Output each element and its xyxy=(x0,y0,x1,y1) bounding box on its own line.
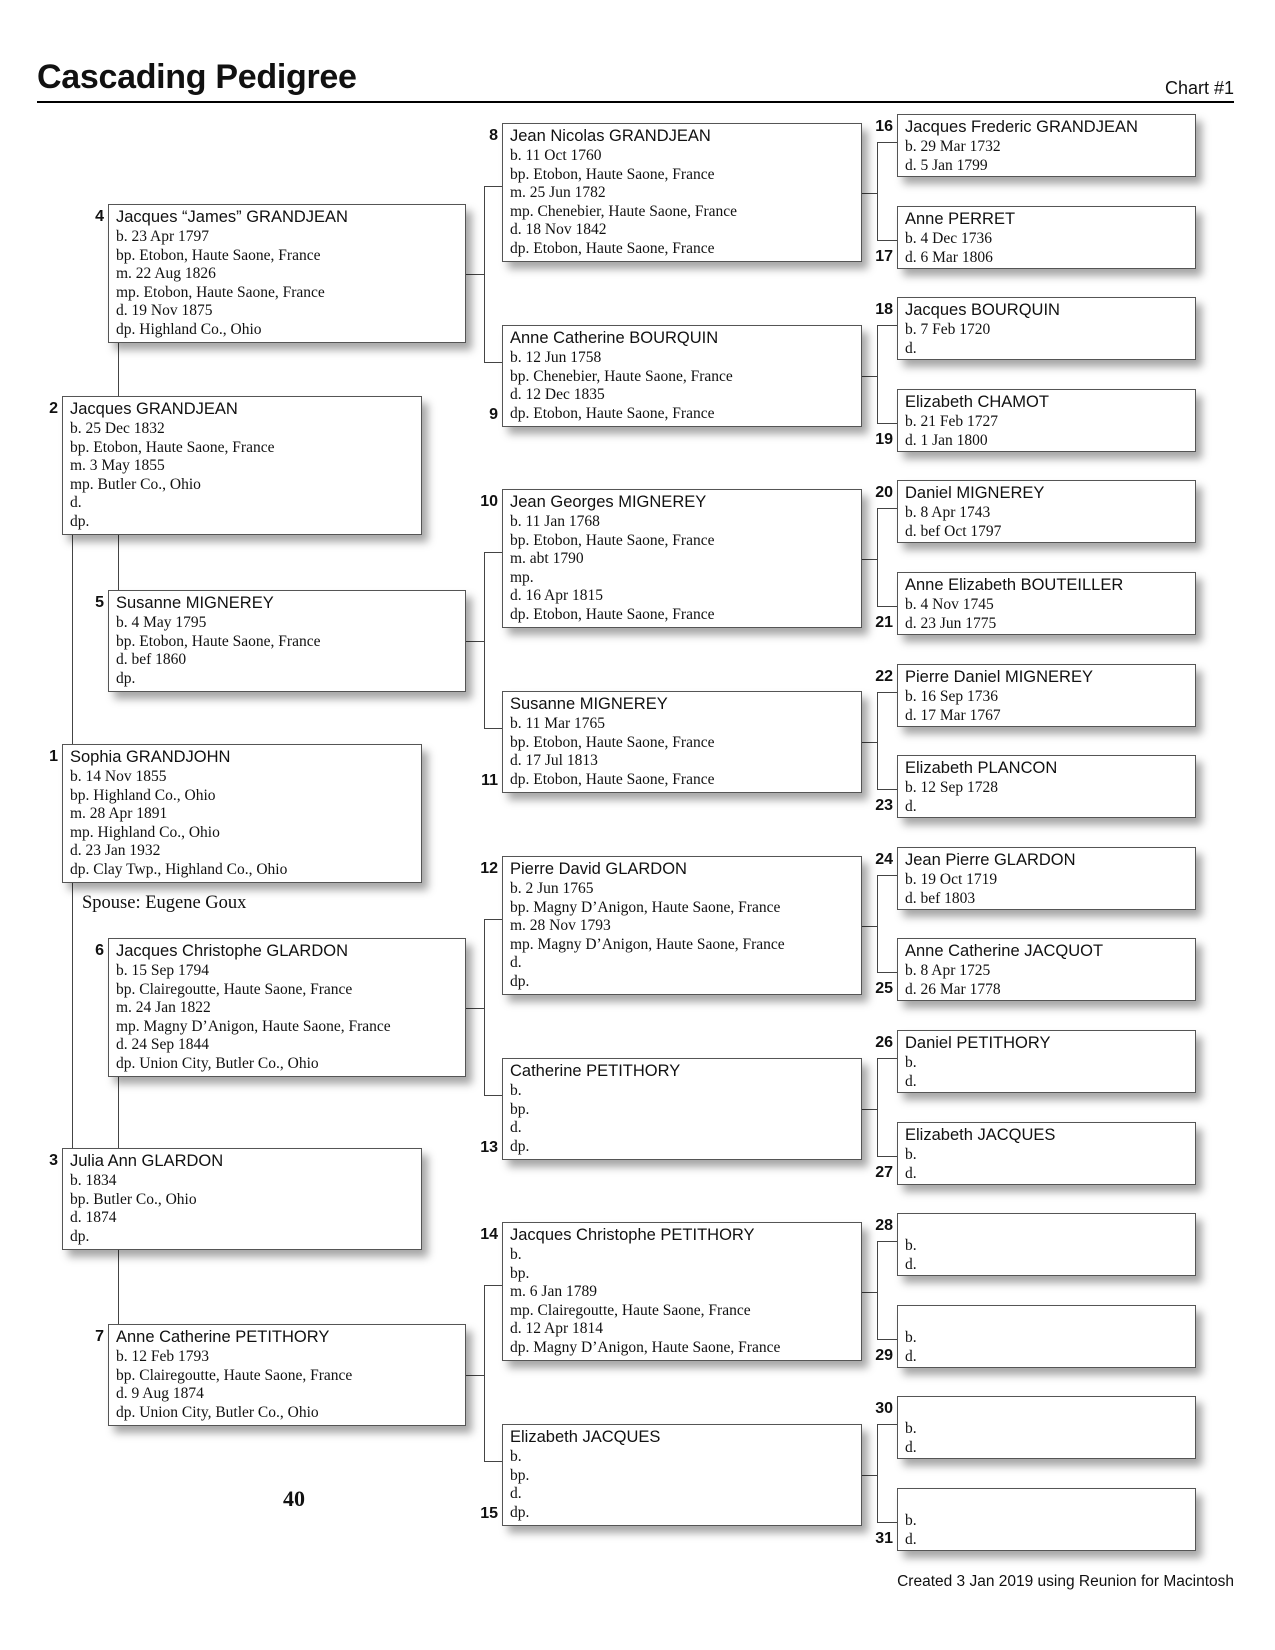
ahnentafel-number: 27 xyxy=(875,1164,893,1181)
person-fact: b. 25 Dec 1832 xyxy=(70,420,165,437)
person-box-24[interactable] xyxy=(897,847,1196,910)
person-fact: d. 6 Mar 1806 xyxy=(905,248,993,266)
ahnentafel-number: 10 xyxy=(480,493,498,510)
connector-line xyxy=(877,508,897,509)
person-box-25[interactable] xyxy=(897,938,1196,1001)
person-fact: b. xyxy=(510,1448,522,1465)
person-name: Catherine PETITHORY xyxy=(510,1062,681,1080)
person-fact: b. 14 Nov 1855 xyxy=(70,768,167,785)
connector-line xyxy=(877,325,897,326)
person-name: Jacques Christophe GLARDON xyxy=(116,942,349,960)
person-name: Anne Catherine JACQUOT xyxy=(905,942,1104,960)
person-fact: d. bef 1860 xyxy=(116,651,187,669)
person-fact: b. xyxy=(905,1237,917,1254)
person-name: Susanne MIGNEREY xyxy=(116,594,274,612)
connector-line xyxy=(877,692,897,693)
ahnentafel-number: 3 xyxy=(49,1152,58,1169)
person-fact: d. xyxy=(510,1485,522,1503)
ahnentafel-number: 9 xyxy=(489,406,498,423)
person-name: Daniel PETITHORY xyxy=(905,1034,1051,1052)
ahnentafel-number: 23 xyxy=(875,797,893,814)
person-fact: d. 12 Dec 1835 xyxy=(510,386,605,404)
person-fact: d. 23 Jan 1932 xyxy=(70,842,161,860)
spouse-note: Spouse: Eugene Goux xyxy=(82,893,247,913)
person-box-16[interactable] xyxy=(897,114,1196,177)
person-fact: b. 12 Jun 1758 xyxy=(510,349,602,366)
connector-line xyxy=(877,325,878,423)
person-fact: b. 12 Sep 1728 xyxy=(905,779,998,796)
connector-line xyxy=(484,362,502,363)
person-fact: m. 25 Jun 1782 xyxy=(510,184,606,202)
connector-line xyxy=(877,1241,897,1242)
person-fact: b. xyxy=(510,1082,522,1099)
person-name: Jacques Frederic GRANDJEAN xyxy=(905,118,1138,136)
connector-line xyxy=(118,535,119,590)
person-fact: d. bef Oct 1797 xyxy=(905,522,1002,540)
person-box-26[interactable] xyxy=(897,1030,1196,1093)
connector-line xyxy=(877,1424,897,1425)
person-fact: mp. Chenebier, Haute Saone, France xyxy=(510,202,738,220)
person-fact: dp. Etobon, Haute Saone, France xyxy=(510,605,715,623)
person-name xyxy=(905,1216,1195,1237)
person-fact: bp. xyxy=(510,1100,530,1118)
person-fact: d. 19 Nov 1875 xyxy=(116,302,213,320)
ahnentafel-number: 21 xyxy=(875,614,893,631)
person-fact: b. 12 Feb 1793 xyxy=(116,1348,209,1365)
person-fact: bp. Etobon, Haute Saone, France xyxy=(116,632,321,650)
ahnentafel-number: 22 xyxy=(875,668,893,685)
connector-line xyxy=(118,343,119,396)
person-box-27[interactable] xyxy=(897,1122,1196,1185)
chart-number: Chart #1 xyxy=(1164,78,1234,98)
person-fact: b. 11 Mar 1765 xyxy=(510,715,605,732)
connector-line xyxy=(484,186,485,362)
person-fact: d. 23 Jun 1775 xyxy=(905,614,997,632)
person-fact: mp. Butler Co., Ohio xyxy=(70,475,201,493)
person-fact: b. 19 Oct 1719 xyxy=(905,871,998,888)
person-fact: bp. Etobon, Haute Saone, France xyxy=(116,246,321,264)
connector-line xyxy=(877,1522,897,1523)
connector-line xyxy=(877,606,897,607)
person-name: Julia Ann GLARDON xyxy=(70,1152,224,1170)
person-name: Jacques GRANDJEAN xyxy=(70,400,238,418)
person-fact: bp. Etobon, Haute Saone, France xyxy=(70,438,275,456)
person-fact: m. 28 Apr 1891 xyxy=(70,805,168,823)
person-name: Elizabeth CHAMOT xyxy=(905,393,1049,411)
connector-line xyxy=(877,240,897,241)
person-fact: dp. Clay Twp., Highland Co., Ohio xyxy=(70,860,288,878)
person-fact: d. 26 Mar 1778 xyxy=(905,980,1001,998)
person-name: Anne PERRET xyxy=(905,210,1016,228)
person-fact: d. xyxy=(905,797,917,815)
connector-line xyxy=(877,789,897,790)
person-fact: bp. Etobon, Haute Saone, France xyxy=(510,165,715,183)
person-fact: b. 8 Apr 1725 xyxy=(905,962,991,979)
person-box-5[interactable] xyxy=(108,590,466,692)
connector-line xyxy=(484,552,485,728)
person-fact: dp. xyxy=(116,669,136,687)
person-fact: d. xyxy=(905,1072,917,1090)
connector-line xyxy=(877,142,897,143)
person-fact: d. 17 Mar 1767 xyxy=(905,706,1001,724)
person-fact: dp. Etobon, Haute Saone, France xyxy=(510,404,715,422)
connector-line xyxy=(72,535,73,744)
person-fact: dp. Etobon, Haute Saone, France xyxy=(510,770,715,788)
ahnentafel-number: 19 xyxy=(875,431,893,448)
connector-line xyxy=(484,1095,502,1096)
person-fact: bp. Clairegoutte, Haute Saone, France xyxy=(116,1366,353,1384)
person-fact: dp. xyxy=(70,512,90,530)
person-name: Jean Pierre GLARDON xyxy=(905,851,1076,869)
person-fact: dp. Etobon, Haute Saone, France xyxy=(510,239,715,257)
connector-line xyxy=(862,193,877,194)
person-fact: d. xyxy=(905,1530,917,1548)
person-fact: d. xyxy=(905,1347,917,1365)
connector-line xyxy=(484,919,485,1095)
connector-line xyxy=(877,1156,897,1157)
person-fact: d. xyxy=(905,339,917,357)
person-name: Elizabeth JACQUES xyxy=(905,1126,1056,1144)
person-fact: bp. Clairegoutte, Haute Saone, France xyxy=(116,980,353,998)
footer-credit: Created 3 Jan 2019 using Reunion for Macintosh xyxy=(897,1573,1234,1590)
person-fact: mp. xyxy=(510,568,534,586)
ahnentafel-number: 4 xyxy=(95,208,104,225)
connector-line xyxy=(862,559,877,560)
ahnentafel-number: 6 xyxy=(95,942,104,959)
person-fact: bp. Highland Co., Ohio xyxy=(70,786,216,804)
connector-line xyxy=(862,376,877,377)
ahnentafel-number: 26 xyxy=(875,1034,893,1051)
person-fact: b. 7 Feb 1720 xyxy=(905,321,991,338)
person-box-23[interactable] xyxy=(897,755,1196,818)
person-fact: b. 8 Apr 1743 xyxy=(905,504,991,521)
connector-line xyxy=(466,641,484,642)
connector-line xyxy=(877,692,878,789)
ahnentafel-number: 16 xyxy=(875,118,893,135)
person-fact: m. 24 Jan 1822 xyxy=(116,999,211,1017)
person-fact: b. xyxy=(905,1146,917,1163)
page-title: Cascading Pedigree xyxy=(37,58,357,96)
person-box-14[interactable] xyxy=(502,1222,862,1361)
connector-line xyxy=(72,883,73,1148)
person-fact: b. 4 Nov 1745 xyxy=(905,596,994,613)
person-fact: b. 11 Jan 1768 xyxy=(510,513,600,530)
person-fact: d. bef 1803 xyxy=(905,889,976,907)
person-fact: mp. Clairegoutte, Haute Saone, France xyxy=(510,1301,751,1319)
person-fact: b. 2 Jun 1765 xyxy=(510,880,594,897)
person-name: Jean Nicolas GRANDJEAN xyxy=(510,127,711,145)
person-fact: d. 5 Jan 1799 xyxy=(905,156,988,174)
person-box-1[interactable] xyxy=(62,744,422,883)
person-fact: bp. Etobon, Haute Saone, France xyxy=(510,733,715,751)
connector-line xyxy=(484,1285,502,1286)
person-box-20[interactable] xyxy=(897,480,1196,543)
person-fact: b. 4 May 1795 xyxy=(116,614,207,631)
person-fact: dp. xyxy=(70,1227,90,1245)
person-fact: d. xyxy=(510,1119,522,1137)
person-fact: dp. xyxy=(510,1503,530,1521)
connector-line xyxy=(118,1250,119,1324)
connector-line xyxy=(484,552,502,553)
person-name: Anne Catherine PETITHORY xyxy=(116,1328,330,1346)
connector-line xyxy=(484,1285,485,1461)
ahnentafel-number: 30 xyxy=(875,1400,893,1417)
person-name: Jacques “James” GRANDJEAN xyxy=(116,208,348,226)
person-fact: mp. Etobon, Haute Saone, France xyxy=(116,283,325,301)
connector-line xyxy=(877,1058,897,1059)
connector-line xyxy=(118,1077,119,1148)
person-name: Elizabeth JACQUES xyxy=(510,1428,661,1446)
connector-line xyxy=(877,972,897,973)
header-rule xyxy=(37,101,1234,103)
ahnentafel-number: 29 xyxy=(875,1347,893,1364)
ahnentafel-number: 31 xyxy=(875,1530,893,1547)
person-fact: d. xyxy=(905,1255,917,1273)
person-fact: m. 6 Jan 1789 xyxy=(510,1283,597,1301)
person-fact: d. xyxy=(905,1438,917,1456)
connector-line xyxy=(484,728,502,729)
person-fact: d. 1 Jan 1800 xyxy=(905,431,988,449)
person-fact: m. 3 May 1855 xyxy=(70,457,165,475)
connector-line xyxy=(877,875,878,972)
person-fact: d. 18 Nov 1842 xyxy=(510,221,607,239)
person-fact: mp. Magny D’Anigon, Haute Saone, France xyxy=(116,1017,391,1035)
person-fact: dp. xyxy=(510,1137,530,1155)
person-box-31[interactable] xyxy=(897,1488,1196,1551)
ahnentafel-number: 24 xyxy=(875,851,893,868)
person-name: Anne Catherine BOURQUIN xyxy=(510,329,719,347)
person-fact: m. 22 Aug 1826 xyxy=(116,265,216,283)
person-box-11[interactable] xyxy=(502,691,862,793)
ahnentafel-number: 5 xyxy=(95,594,104,611)
person-fact: bp. Butler Co., Ohio xyxy=(70,1190,197,1208)
person-box-28[interactable] xyxy=(897,1213,1196,1276)
connector-line xyxy=(877,508,878,606)
person-box-15[interactable] xyxy=(502,1424,862,1526)
connector-line xyxy=(862,1292,877,1293)
connector-line xyxy=(862,742,877,743)
ahnentafel-number: 7 xyxy=(95,1328,104,1345)
person-fact: mp. Magny D’Anigon, Haute Saone, France xyxy=(510,935,785,953)
person-fact: bp. xyxy=(510,1466,530,1484)
person-box-2[interactable] xyxy=(62,396,422,535)
person-fact: b. 16 Sep 1736 xyxy=(905,688,998,705)
connector-line xyxy=(466,1375,484,1376)
person-box-22[interactable] xyxy=(897,664,1196,727)
person-box-12[interactable] xyxy=(502,856,862,995)
person-fact: dp. Magny D’Anigon, Haute Saone, France xyxy=(510,1338,781,1356)
person-fact: bp. Magny D’Anigon, Haute Saone, France xyxy=(510,898,781,916)
person-fact: b. 15 Sep 1794 xyxy=(116,962,209,979)
person-fact: dp. Union City, Butler Co., Ohio xyxy=(116,1403,319,1421)
person-fact: b. xyxy=(905,1054,917,1071)
person-box-9[interactable] xyxy=(502,325,862,427)
connector-line xyxy=(877,423,897,424)
person-box-7[interactable] xyxy=(108,1324,466,1426)
person-fact: d. 1874 xyxy=(70,1209,117,1227)
person-fact: b. 23 Apr 1797 xyxy=(116,228,209,245)
person-name xyxy=(905,1308,1195,1329)
connector-line xyxy=(877,1339,897,1340)
person-box-29[interactable] xyxy=(897,1305,1196,1368)
person-fact: b. 11 Oct 1760 xyxy=(510,147,602,164)
person-box-6[interactable] xyxy=(108,938,466,1077)
person-name xyxy=(905,1491,1195,1512)
ahnentafel-number: 25 xyxy=(875,980,893,997)
person-fact: b. 4 Dec 1736 xyxy=(905,230,992,247)
person-fact: b. xyxy=(510,1246,522,1263)
person-fact: dp. Highland Co., Ohio xyxy=(116,320,262,338)
ahnentafel-number: 20 xyxy=(875,484,893,501)
ahnentafel-number: 17 xyxy=(875,248,893,265)
person-fact: dp. xyxy=(510,972,530,990)
person-fact: b. xyxy=(905,1512,917,1529)
person-fact: b. 21 Feb 1727 xyxy=(905,413,998,430)
connector-line xyxy=(484,919,502,920)
ahnentafel-number: 1 xyxy=(49,748,58,765)
connector-line xyxy=(877,875,897,876)
person-name: Pierre Daniel MIGNEREY xyxy=(905,668,1093,686)
person-name xyxy=(905,1399,1195,1420)
person-box-17[interactable] xyxy=(897,206,1196,269)
person-name: Anne Elizabeth BOUTEILLER xyxy=(905,576,1124,594)
connector-line xyxy=(877,1058,878,1156)
person-fact: mp. Highland Co., Ohio xyxy=(70,823,220,841)
person-box-13[interactable] xyxy=(502,1058,862,1160)
person-fact: bp. xyxy=(510,1264,530,1282)
person-box-19[interactable] xyxy=(897,389,1196,452)
ahnentafel-number: 12 xyxy=(480,860,498,877)
ahnentafel-number: 18 xyxy=(875,301,893,318)
ahnentafel-number: 8 xyxy=(489,127,498,144)
person-fact: bp. Chenebier, Haute Saone, France xyxy=(510,367,733,385)
person-fact: b. 1834 xyxy=(70,1172,117,1189)
person-name: Pierre David GLARDON xyxy=(510,860,687,878)
person-fact: dp. Union City, Butler Co., Ohio xyxy=(116,1054,319,1072)
connector-line xyxy=(877,1241,878,1339)
person-name: Elizabeth PLANCON xyxy=(905,759,1058,777)
person-fact: d. 12 Apr 1814 xyxy=(510,1320,603,1338)
connector-line xyxy=(862,1109,877,1110)
person-fact: b. 29 Mar 1732 xyxy=(905,138,1001,155)
connector-line xyxy=(466,274,484,275)
connector-line xyxy=(877,1424,878,1522)
ahnentafel-number: 11 xyxy=(481,772,498,789)
person-name: Sophia GRANDJOHN xyxy=(70,748,231,766)
person-name: Daniel MIGNEREY xyxy=(905,484,1045,502)
connector-line xyxy=(484,1461,502,1462)
person-name: Jean Georges MIGNEREY xyxy=(510,493,707,511)
person-name: Susanne MIGNEREY xyxy=(510,695,668,713)
page-number: 40 xyxy=(283,1486,305,1511)
person-box-30[interactable] xyxy=(897,1396,1196,1459)
person-name: Jacques BOURQUIN xyxy=(905,301,1060,319)
person-fact: b. xyxy=(905,1329,917,1346)
person-box-18[interactable] xyxy=(897,297,1196,360)
person-box-10[interactable] xyxy=(502,489,862,628)
person-fact: b. xyxy=(905,1420,917,1437)
person-box-4[interactable] xyxy=(108,204,466,343)
person-fact: d. 24 Sep 1844 xyxy=(116,1036,209,1054)
person-box-3[interactable] xyxy=(62,1148,422,1250)
ahnentafel-number: 15 xyxy=(480,1505,498,1522)
person-fact: bp. Etobon, Haute Saone, France xyxy=(510,531,715,549)
person-fact: d. xyxy=(70,494,82,512)
ahnentafel-number: 28 xyxy=(875,1217,893,1234)
person-fact: m. 28 Nov 1793 xyxy=(510,917,611,935)
connector-line xyxy=(484,186,502,187)
ahnentafel-number: 13 xyxy=(480,1139,498,1156)
connector-line xyxy=(466,1008,484,1009)
person-box-8[interactable] xyxy=(502,123,862,262)
connector-line xyxy=(877,142,878,240)
person-fact: d. xyxy=(905,1164,917,1182)
person-fact: d. 17 Jul 1813 xyxy=(510,752,598,770)
ahnentafel-number: 14 xyxy=(480,1226,498,1243)
person-name: Jacques Christophe PETITHORY xyxy=(510,1226,755,1244)
person-box-21[interactable] xyxy=(897,572,1196,635)
person-fact: d. 9 Aug 1874 xyxy=(116,1385,204,1403)
person-fact: d. 16 Apr 1815 xyxy=(510,587,603,605)
connector-line xyxy=(862,1475,877,1476)
person-fact: d. xyxy=(510,954,522,972)
ahnentafel-number: 2 xyxy=(49,400,58,417)
person-fact: m. abt 1790 xyxy=(510,550,584,568)
connector-line xyxy=(862,926,877,927)
